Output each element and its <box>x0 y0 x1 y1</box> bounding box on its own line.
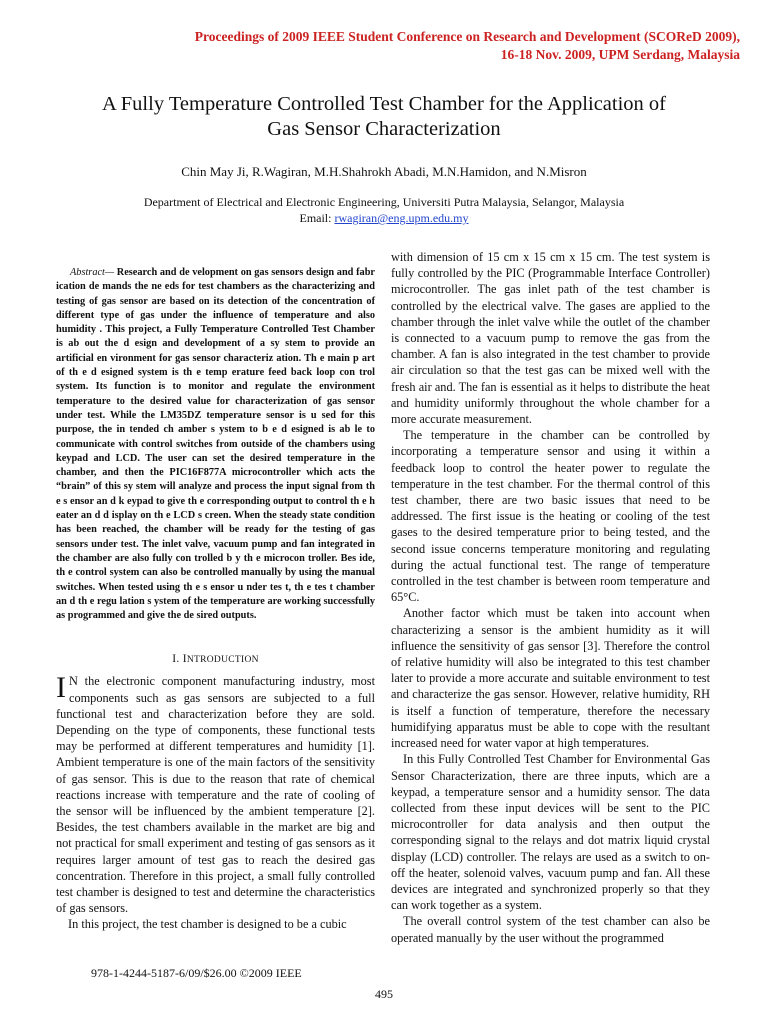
conference-line-2: 16-18 Nov. 2009, UPM Serdang, Malaysia <box>500 47 740 62</box>
right-column <box>391 249 710 946</box>
isbn-footer: 978-1-4244-5187-6/09/$26.00 ©2009 IEEE <box>91 966 302 980</box>
right-paragraph-2: The temperature in the chamber can be controlled by incorporating a temperature sensor and using it within a feedback loop to control the heater power to regulate the temperature in the test chamber. For the thermal control of this test chamber, there are two basic issues that need to be addressed. The first issue is the heating or cooling of the test gases to the desired temperature prior to being tested, and the second issue concerns temperature monitoring and regulating during the actual functional test. The range of temperature controlled in the test chamber is between room temperature and 65°C. <box>391 428 710 605</box>
abstract <box>56 266 375 623</box>
page-number: 495 <box>375 987 393 1001</box>
intro-paragraph-1 <box>56 673 375 916</box>
affiliation <box>0 194 768 226</box>
drop-cap: I <box>56 671 66 705</box>
right-paragraph-5: The overall control system of the test chamber can also be operated manually by the user without the programmed <box>391 914 710 945</box>
intro-paragraph-2: In this project, the test chamber is designed to be a cubic <box>68 917 347 932</box>
author-list: Chin May Ji, R.Wagiran, M.H.Shahrokh Abadi, M.N.Hamidon, and N.Misron <box>181 164 587 179</box>
left-column <box>56 266 375 933</box>
paper-title <box>40 92 728 142</box>
right-paragraph-4: In this Fully Controlled Test Chamber for Environmental Gas Sensor Characterization, there are three inputs, which are a keypad, a temperature sensor and a humidity sensor. The data collected from these input devices will be sent to the PIC microcontroller for data analysis and then output the corresponding signal to the relays and dot matrix liquid crystal display (LCD) controller. The relays are used as a switch to on-off the heater, solenoid valves, vacuum pump and fan. All these devices are integrated and synchronized properly so that they can work together as a system. <box>391 752 710 913</box>
section-cap: I <box>182 653 187 666</box>
department: Department of Electrical and Electronic Engineering, Universiti Putra Malaysia, Selangor, Malaysia <box>143 195 625 209</box>
email-link[interactable]: rwagiran@eng.upm.edu.my <box>334 211 469 225</box>
email-label: Email: <box>299 211 332 225</box>
conference-header <box>195 28 740 64</box>
section-heading-introduction <box>56 653 375 665</box>
email-line <box>0 210 768 226</box>
intro-paragraph-1-text: N the electronic component manufacturing industry, most components such as gas sensors are subjected to a full functional test and characterization before they are sold. Depending on the type of components, these functional tests may be performed at different temperatures and humidity [1]. Ambient temperature is one of the main factors of the sensitivity of gas sensor. This is due to the reason that rate of chemical reactions increase with temperature and the rate of cooling of the sensor will be influenced by the ambient temperature [2]. Besides, the test chambers available in the market are big and not practical for small experiment and testing of gas sensors as it requires larger amount of test gas to reach the desired gas concentration. Therefore in this project, a small fully controlled test chamber is designed to test and determine the characteristics of gas sensors. <box>56 674 375 916</box>
abstract-dash: — <box>104 267 115 278</box>
right-paragraph-3: Another factor which must be taken into account when characterizing a sensor is the ambient humidity as it will influence the sensitivity of gas sensor [3]. Therefore the control of relative humidity will also be integrated to this test chamber later to provide a more accurate and suitable environment to test and characterize the gas sensor. However, relative humidity, RH is itself a function of temperature, therefore the necessary humidifying apparatus must be able to cope with the resultant increased need for water vapor at high temperatures. <box>391 606 710 751</box>
conference-line-1: Proceedings of 2009 IEEE Student Conference on Research and Development (SCOReD 2009), <box>194 29 740 44</box>
title-line-1: A Fully Temperature Controlled Test Chamber for the Application of <box>101 93 666 115</box>
abstract-text: Research and de velopment on gas sensors design and fabr ication de mands the ne eds for test chambers as the characterizing and testing of gas sensor are based on its detection of the concentration of different type of gas under the influence of temperature and also humidity . This project, a Fully Temperature Controlled Test Chamber is ab out the d esign and development of a sy stem to provide an artificial en vironment for gas sensor characteriz ation. Th e main p art of th e d esigned system is th e temp erature feed back loop con trol system. Its function is to monitor and regulate the environment temperature to the desired value for characterization of gas sensor under test. While the LM35DZ temperature sensor is u sed for this purpose, the in tended ch amber s ystem to b e d esigned is ab le to communicate with control switches from outside of the chambers using keypad and LCD. The user can set the desired temperature in the chamber, and then the PIC16F877A microcontroller which acts the “brain” of this sy stem will analyze and process the input signal from th e s ensor an d k eypad to give th e corresponding output to control th e h eater an d d isplay on th e LCD s creen. When the steady state condition has been reached, the chamber will be ready for the testing of gas sensors under test. The inlet valve, vacuum pump and fan integrated in the chamber are also fully con trolled b y th e microcon troller. Bes ide, th e control system can also be controlled manually by using the manual switches. When tested using th e s ensor u nder tes t, th e tes t chamber an d th e regu lation s ystem of the temperature are working successfully as programmed and give the de sired outputs. <box>56 267 375 622</box>
title-line-2: Gas Sensor Characterization <box>267 118 501 140</box>
section-numeral: I. <box>172 653 180 666</box>
abstract-label: Abstract <box>70 267 105 278</box>
right-paragraph-1: with dimension of 15 cm x 15 cm x 15 cm. The test system is fully controlled by the PIC (Programmable Interface Controller) microcontroller. The gas inlet path of the test chamber is controlled by the electrical valve. The gases are applied to the chamber through the inlet valve while the outlet of the chamber is connected to a vacuum pump to remove the gas from the chamber. A fan is also integrated in the test chamber to provide air circulation so that the test gas can be mixed well with the fresh air and. The fan is essential as it helps to distribute the heat and humidity uniformly throughout the whole chamber for a more accurate measurement. <box>391 250 710 427</box>
section-title-rest: NTRODUCTION <box>186 655 259 666</box>
